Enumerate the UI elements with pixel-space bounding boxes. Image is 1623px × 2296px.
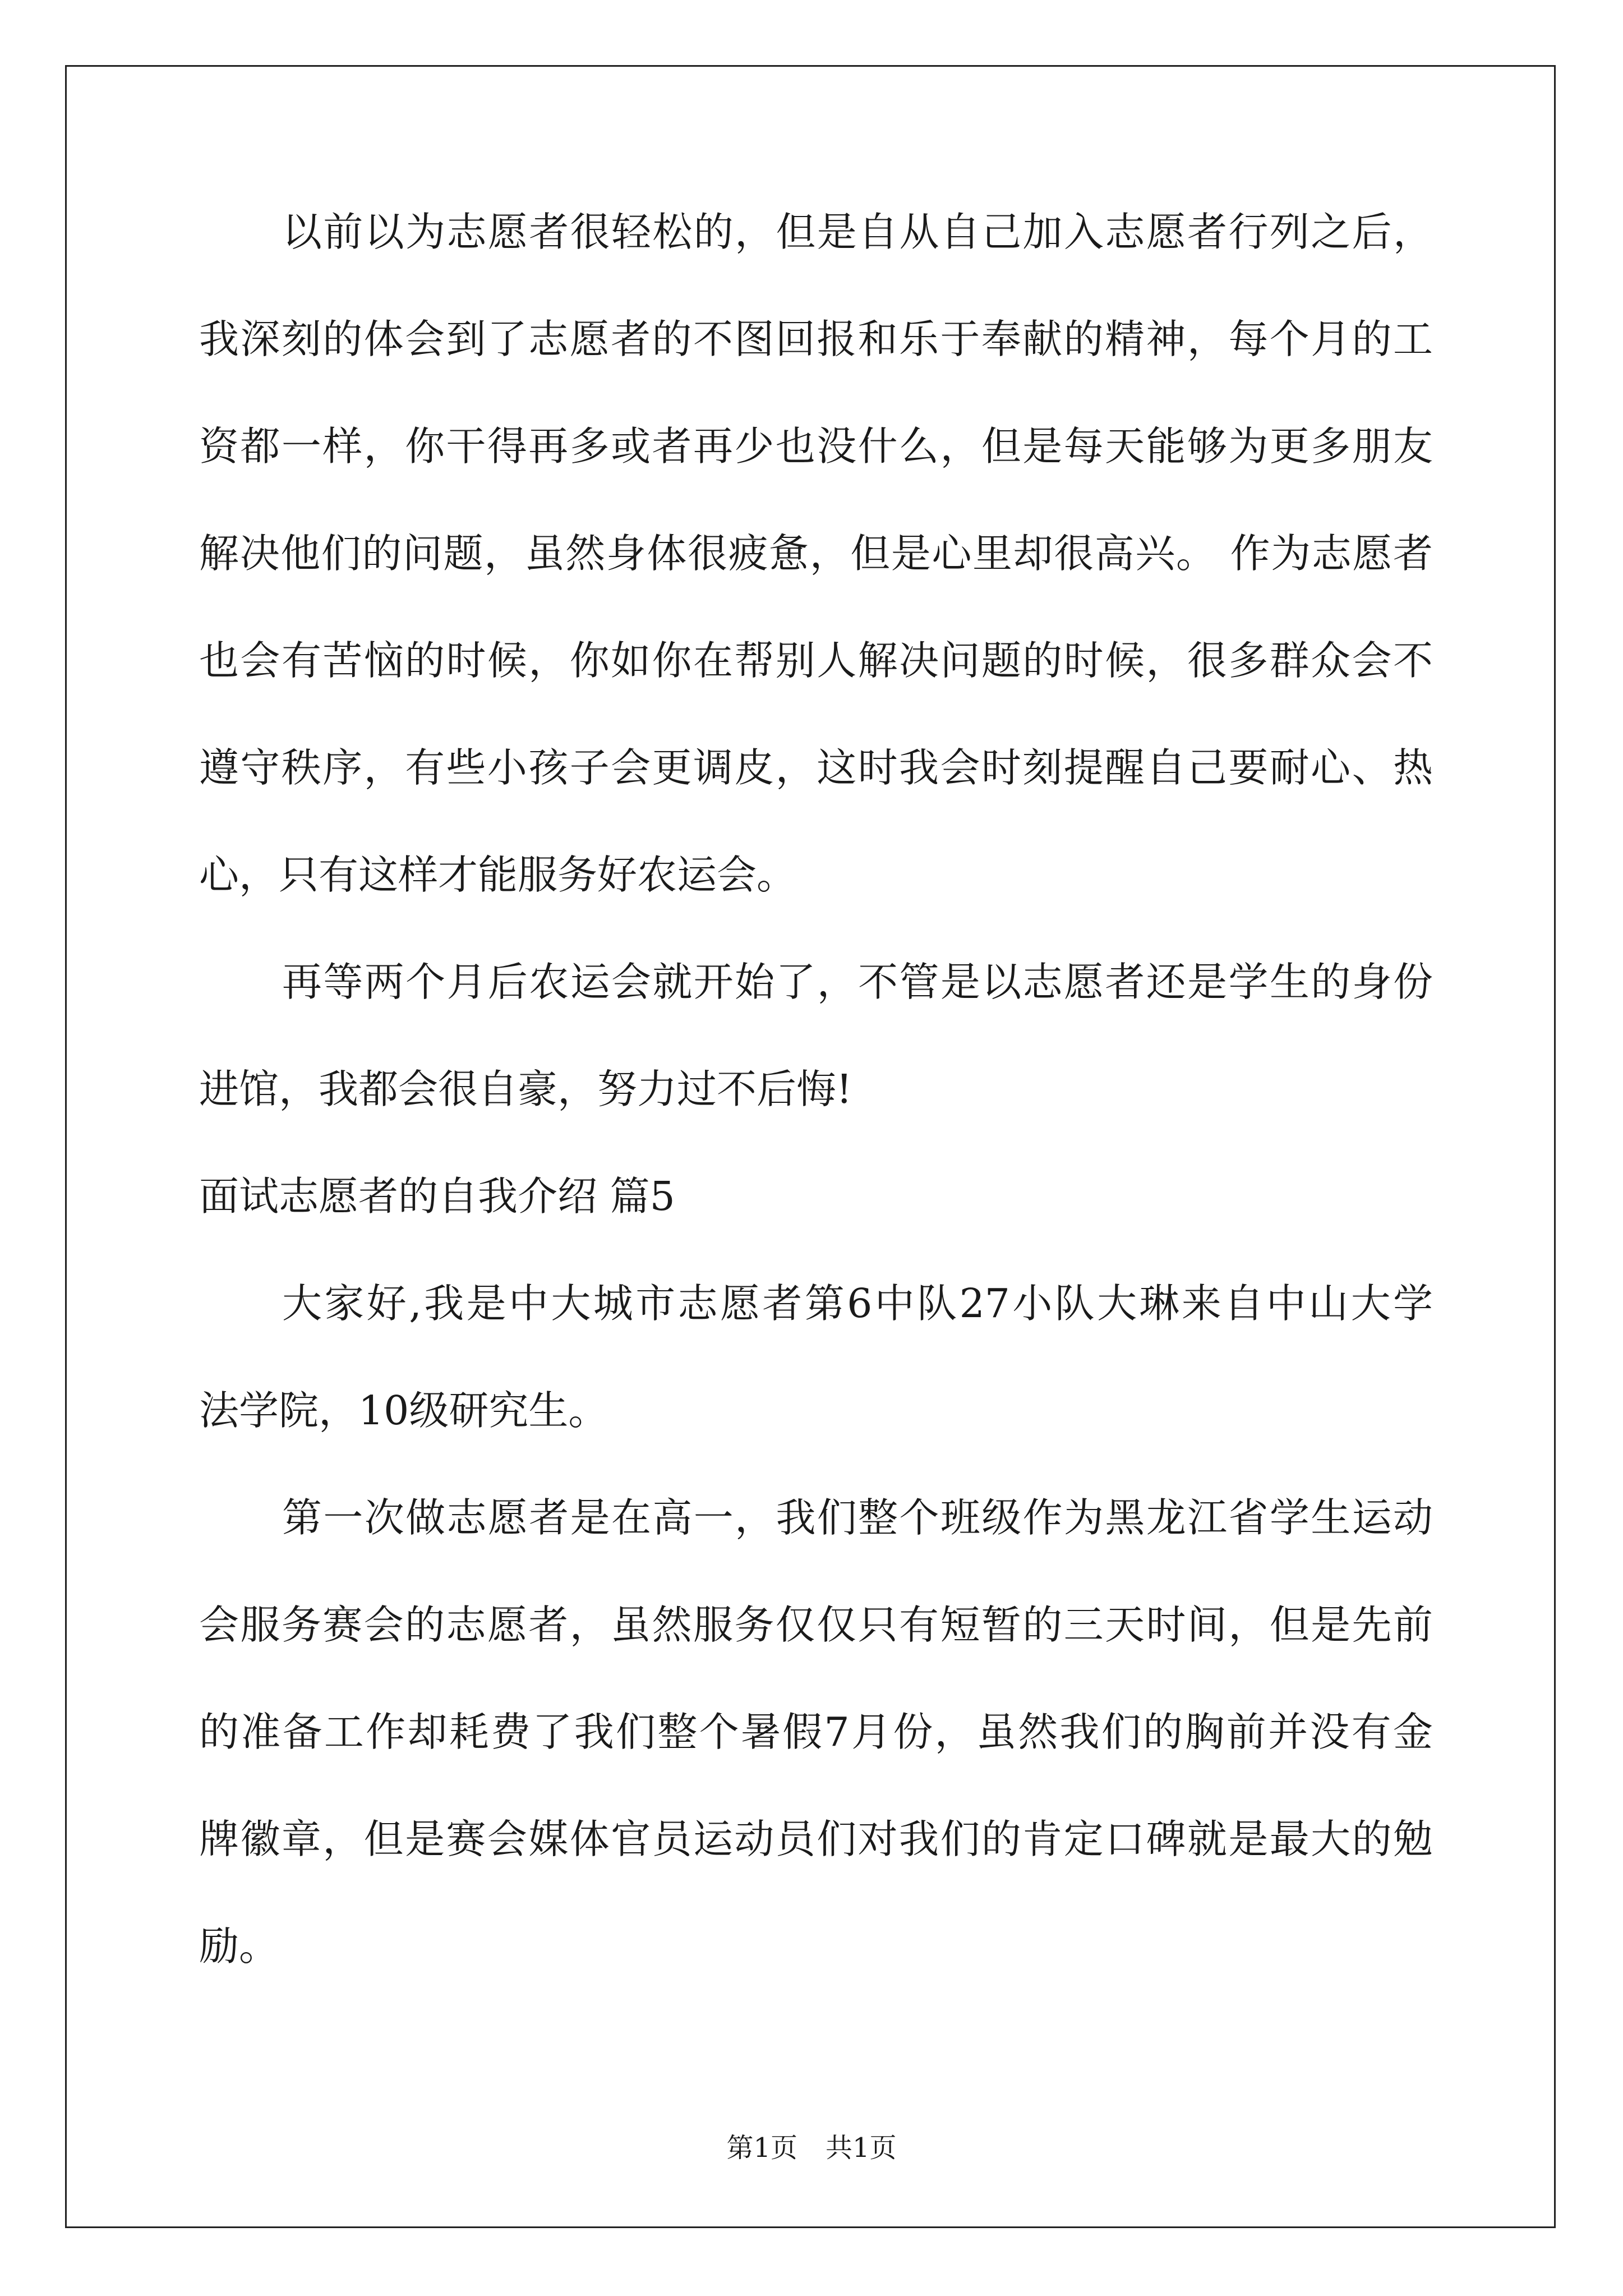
text-line: 资都一样，你干得再多或者再少也没什么，但是每天能够为更多朋友 — [199, 423, 1433, 470]
text-line: 大家好,我是中大城市志愿者第6中队27小队大琳来自中山大学 — [282, 1280, 1433, 1327]
page-total: 共1页 — [826, 2132, 897, 2164]
text-line: 法学院，10级研究生。 — [199, 1387, 608, 1434]
document-body — [199, 209, 1433, 2033]
text-line: 第一次做志愿者是在高一，我们整个班级作为黑龙江省学生运动 — [282, 1494, 1433, 1541]
page-number: 第1页 — [726, 2132, 797, 2164]
text-line: 进馆，我都会很自豪，努力过不后悔! — [199, 1066, 852, 1112]
text-line: 牌徽章，但是赛会媒体官员运动员们对我们的肯定口碑就是最大的勉 — [199, 1816, 1433, 1862]
text-line: 解决他们的问题，虽然身体很疲惫，但是心里却很高兴。 作为志愿者 — [199, 530, 1433, 577]
text-line: 我深刻的体会到了志愿者的不图回报和乐于奉献的精神，每个月的工 — [199, 316, 1433, 362]
section-heading: 面试志愿者的自我介绍 篇5 — [199, 1173, 675, 1220]
text-line: 会服务赛会的志愿者，虽然服务仅仅只有短暂的三天时间，但是先前 — [199, 1602, 1433, 1648]
text-line: 再等两个月后农运会就开始了，不管是以志愿者还是学生的身份 — [282, 959, 1433, 1005]
text-line: 励。 — [199, 1923, 279, 1970]
text-line: 以前以为志愿者很轻松的，但是自从自己加入志愿者行列之后， — [282, 209, 1433, 255]
text-line: 的准备工作却耗费了我们整个暑假7月份，虽然我们的胸前并没有金 — [199, 1709, 1433, 1755]
page-footer — [0, 2126, 1623, 2165]
text-line: 遵守秩序，有些小孩子会更调皮，这时我会时刻提醒自己要耐心、热 — [199, 744, 1433, 791]
text-line: 也会有苦恼的时候，你如你在帮别人解决问题的时候，很多群众会不 — [199, 637, 1433, 684]
text-line: 心，只有这样才能服务好农运会。 — [199, 852, 797, 898]
